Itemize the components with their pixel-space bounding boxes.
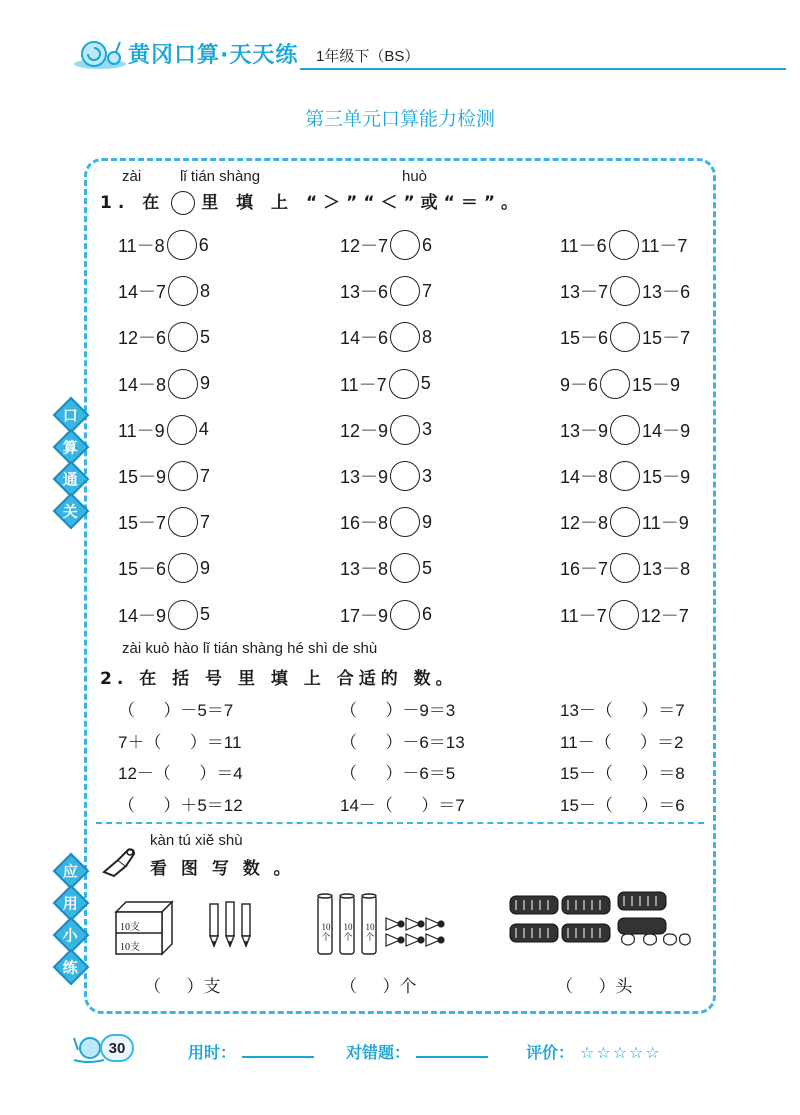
answer-circle[interactable] — [390, 461, 420, 491]
left-expression: 16－8 — [340, 513, 389, 534]
compare-item — [118, 369, 210, 399]
grade-label: 1年级下（BS） — [316, 48, 420, 65]
page-number: 30 — [100, 1034, 134, 1062]
left-expression: 15－6 — [118, 559, 167, 580]
right-expression: 15－9 — [632, 374, 681, 395]
right-expression: 5 — [200, 326, 211, 347]
tube-label: 10个 — [365, 922, 375, 942]
left-expression: 14－8 — [560, 467, 609, 487]
box-label: 10支 — [120, 942, 140, 953]
left-expression: 13－8 — [340, 559, 389, 580]
side-badge: 算 — [53, 429, 90, 466]
compare-item — [118, 230, 209, 260]
right-expression: 11－7 — [640, 236, 688, 256]
page-footer — [0, 1030, 800, 1080]
left-expression: 12－8 — [560, 513, 609, 534]
page-header — [0, 28, 800, 78]
tube-label: 10个 — [321, 922, 331, 942]
answer-circle[interactable] — [390, 322, 420, 352]
errors-label: 对错题： — [346, 1043, 411, 1062]
snail-logo-icon — [72, 36, 128, 70]
compare-item — [340, 507, 432, 537]
answer-circle[interactable] — [610, 553, 640, 583]
compare-item — [560, 230, 687, 260]
left-expression: 12－7 — [340, 236, 389, 256]
q1-title-part: 1. 在 — [100, 193, 166, 213]
compare-item — [340, 230, 432, 260]
answer-circle[interactable] — [609, 230, 639, 260]
side-badge: 口 — [53, 397, 90, 434]
right-expression: 15－7 — [642, 328, 691, 349]
left-expression: 15－6 — [560, 328, 609, 349]
pencils-icon — [206, 900, 258, 950]
compare-item — [340, 600, 432, 630]
fill-in-equation[interactable]: 11－（ ）＝2 — [560, 732, 684, 752]
fill-in-equation[interactable]: 7＋（ ）＝11 — [118, 732, 242, 752]
garlic-bundles-icon — [508, 888, 692, 954]
side-badge: 应 — [53, 853, 90, 890]
answer-circle[interactable] — [610, 461, 640, 491]
answer-circle[interactable] — [390, 415, 420, 445]
compare-item — [340, 322, 432, 352]
compare-item — [340, 553, 432, 583]
side-badge: 练 — [53, 949, 90, 986]
right-expression: 14－9 — [642, 420, 691, 441]
answer-circle[interactable] — [610, 322, 640, 352]
left-expression: 11－7 — [560, 605, 607, 626]
compare-item — [560, 553, 690, 583]
left-expression: 12－6 — [118, 328, 167, 349]
right-expression: 6 — [198, 234, 209, 255]
time-field[interactable] — [188, 1040, 314, 1063]
left-expression: 14－7 — [118, 282, 167, 303]
fill-in-equation[interactable]: 13－（ ）＝7 — [560, 701, 685, 720]
left-expression: 11－9 — [118, 420, 165, 441]
left-expression: 9－6 — [560, 374, 599, 395]
fill-in-equation[interactable]: （ ）－6＝5 — [340, 764, 456, 783]
time-label: 用时： — [188, 1043, 237, 1062]
left-expression: 15－9 — [118, 467, 167, 487]
fill-in-equation[interactable]: （ ）－5＝7 — [118, 701, 234, 720]
left-expression: 13－9 — [340, 467, 389, 487]
rating-field[interactable] — [526, 1040, 662, 1063]
circle-icon — [171, 191, 195, 215]
right-expression: 9 — [200, 373, 211, 394]
side-badges-apply — [56, 858, 86, 986]
right-expression: 6 — [422, 604, 433, 625]
rating-stars[interactable]: ☆☆☆☆☆ — [580, 1043, 662, 1062]
left-expression: 12－9 — [340, 420, 389, 441]
box-label: 10支 — [120, 922, 140, 933]
right-expression: 5 — [200, 604, 211, 625]
answer-circle[interactable] — [610, 507, 640, 537]
compare-item — [560, 600, 689, 630]
compare-item — [340, 369, 431, 399]
answer-circle[interactable] — [609, 600, 639, 630]
errors-field[interactable] — [346, 1040, 488, 1063]
right-expression: 13－6 — [642, 282, 691, 303]
right-expression: 15－9 — [642, 467, 691, 487]
right-expression: 8 — [422, 326, 433, 347]
right-expression: 3 — [422, 419, 433, 440]
compare-item — [560, 322, 690, 352]
fill-in-equation[interactable]: （ ）－6＝13 — [340, 732, 465, 752]
answer-circle[interactable] — [168, 322, 198, 352]
header-rule — [300, 68, 786, 70]
fill-in-equation[interactable]: 15－（ ）＝6 — [560, 795, 685, 815]
right-expression: 12－7 — [640, 605, 689, 626]
right-expression: 6 — [422, 234, 433, 255]
compare-item — [340, 461, 432, 491]
compare-item — [118, 322, 210, 352]
side-badge: 小 — [53, 917, 90, 954]
left-expression: 14－6 — [340, 328, 389, 349]
side-badges-oral — [56, 402, 86, 530]
answer-circle[interactable] — [390, 230, 420, 260]
answer-garlic[interactable]: （ ）头 — [556, 977, 633, 996]
side-badge: 关 — [53, 493, 90, 530]
right-expression: 8 — [200, 280, 211, 301]
answer-circle[interactable] — [168, 507, 198, 537]
left-expression: 14－9 — [118, 605, 167, 626]
pointing-hand-icon — [100, 846, 142, 878]
compare-item — [560, 415, 690, 445]
errors-blank[interactable] — [416, 1044, 488, 1058]
fill-in-equation[interactable]: 15－（ ）＝8 — [560, 764, 685, 783]
left-expression: 14－8 — [118, 374, 167, 395]
left-expression: 15－7 — [118, 513, 167, 534]
compare-item — [118, 600, 210, 630]
answer-circle[interactable] — [168, 276, 198, 306]
right-expression: 13－8 — [642, 559, 691, 580]
rating-label: 评价： — [526, 1043, 575, 1062]
answer-circle[interactable] — [168, 369, 198, 399]
answer-shuttlecocks[interactable]: （ ）个 — [340, 977, 417, 996]
pencil-boxes-picture — [112, 900, 174, 956]
tube-label: 10个 — [343, 922, 353, 942]
compare-item — [118, 553, 210, 583]
left-expression: 13－6 — [340, 282, 389, 303]
answer-circle[interactable] — [390, 507, 420, 537]
q3-title: 看 图 写 数 。 — [150, 859, 295, 879]
fill-in-equation[interactable]: （ ）＋5＝12 — [118, 795, 243, 815]
q1-pinyin-zai: zài — [122, 168, 142, 185]
compare-item — [118, 276, 210, 306]
answer-circle[interactable] — [167, 415, 197, 445]
section-divider — [96, 822, 704, 824]
q3-pinyin: kàn tú xiě shù — [150, 832, 243, 849]
answer-circle[interactable] — [610, 276, 640, 306]
left-expression: 16－7 — [560, 559, 609, 580]
compare-item — [560, 369, 680, 399]
answer-pencils[interactable]: （ ）支 — [144, 977, 221, 996]
answer-circle[interactable] — [610, 415, 640, 445]
right-expression: 7 — [422, 280, 433, 301]
tubes-picture — [314, 892, 454, 958]
compare-item — [118, 507, 210, 537]
q1-title — [100, 188, 524, 215]
q1-pinyin-huo: huò — [402, 168, 428, 185]
right-expression: 5 — [420, 373, 431, 394]
compare-item — [560, 461, 690, 491]
right-expression: 11－9 — [642, 513, 689, 534]
compare-item — [560, 276, 690, 306]
shuttlecocks-icon — [384, 912, 448, 952]
right-expression: 9 — [422, 511, 433, 532]
answer-circle[interactable] — [168, 600, 198, 630]
fill-in-equation[interactable]: （ ）－9＝3 — [340, 701, 456, 720]
brand-title: 黄冈口算·天天练 — [128, 43, 299, 68]
right-expression: 7 — [200, 465, 211, 486]
fill-in-equation[interactable]: 14－（ ）＝7 — [340, 795, 465, 815]
q1-pinyin-tian: lǐ tián shàng — [180, 168, 261, 185]
compare-item — [340, 415, 432, 445]
fill-in-equation[interactable]: 12－（ ）＝4 — [118, 764, 243, 783]
left-expression: 17－9 — [340, 605, 389, 626]
answer-circle[interactable] — [167, 230, 197, 260]
q1-title-part: 里 填 上 “＞”“＜”或“＝”。 — [201, 193, 525, 213]
side-badge: 用 — [53, 885, 90, 922]
answer-circle[interactable] — [168, 553, 198, 583]
answer-circle[interactable] — [168, 461, 198, 491]
left-expression: 13－9 — [560, 420, 609, 441]
answer-circle[interactable] — [390, 600, 420, 630]
unit-title: 第三单元口算能力检测 — [304, 108, 495, 130]
answer-circle[interactable] — [390, 553, 420, 583]
left-expression: 11－8 — [118, 236, 165, 256]
compare-item — [118, 461, 210, 491]
compare-item — [560, 507, 689, 537]
q2-title: 2. 在 括 号 里 填 上 合适的 数。 — [100, 669, 458, 689]
right-expression: 4 — [198, 419, 209, 440]
answer-circle[interactable] — [600, 369, 630, 399]
right-expression: 9 — [200, 557, 211, 578]
compare-item — [118, 415, 209, 445]
left-expression: 11－7 — [340, 374, 387, 395]
left-expression: 13－7 — [560, 282, 609, 303]
compare-item — [340, 276, 432, 306]
side-badge: 通 — [53, 461, 90, 498]
answer-circle[interactable] — [389, 369, 419, 399]
left-expression: 11－6 — [560, 236, 607, 256]
time-blank[interactable] — [242, 1044, 314, 1058]
right-expression: 7 — [200, 511, 211, 532]
answer-circle[interactable] — [390, 276, 420, 306]
right-expression: 5 — [422, 557, 433, 578]
right-expression: 3 — [422, 465, 433, 486]
q2-pinyin: zài kuò hào lǐ tián shàng hé shì de shù — [122, 640, 378, 657]
